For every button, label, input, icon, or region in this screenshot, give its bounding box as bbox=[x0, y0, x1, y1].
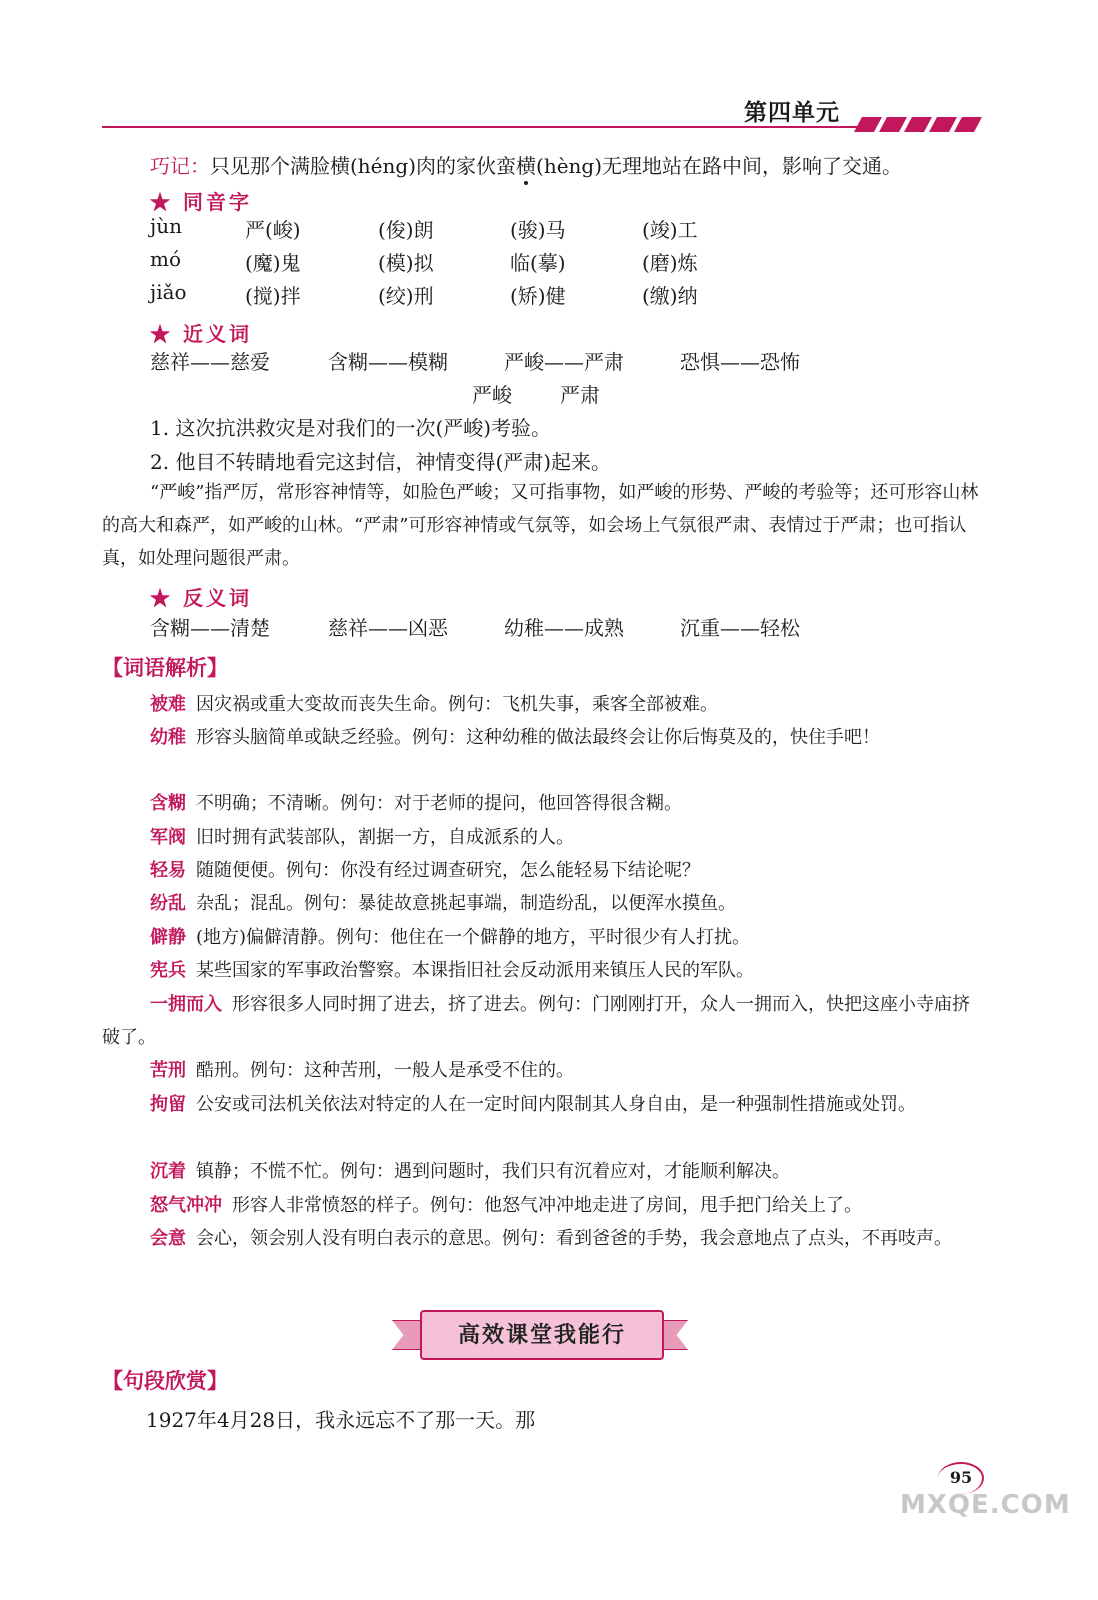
vocab-term: 一拥而入 bbox=[150, 994, 222, 1015]
antonym-pairs bbox=[150, 612, 850, 640]
vocab-definition: 酷刑。例句：这种苦刑，一般人是承受不住的。 bbox=[196, 1060, 574, 1081]
pinyin: jùn bbox=[150, 214, 182, 238]
homophone-word: (骏)马 bbox=[510, 218, 566, 242]
antonym-pair: 沉重——轻松 bbox=[680, 616, 800, 640]
vocab-definition: 形容很多人同时拥了进去，挤了进去。例句：门刚刚打开，众人一拥而入，快把这座小寺庙挤破了。 bbox=[102, 994, 970, 1048]
vocab-definition: 某些国家的军事政治警察。本课指旧社会反动派用来镇压人民的军队。 bbox=[196, 960, 754, 981]
vocab-term: 含糊 bbox=[150, 793, 186, 814]
header-stripes bbox=[854, 117, 984, 133]
mnemonic-dotted-char: 横 bbox=[516, 154, 537, 178]
mnemonic-line bbox=[150, 150, 902, 179]
vocab-item bbox=[102, 1222, 978, 1255]
pinyin: jiǎo bbox=[150, 280, 187, 304]
vocab-term: 沉着 bbox=[150, 1161, 186, 1182]
vocab-item bbox=[102, 954, 978, 987]
homophone-word: 临(摹) bbox=[510, 251, 566, 275]
homophone-row bbox=[150, 280, 750, 308]
antonym-pair: 慈祥——凶恶 bbox=[328, 616, 448, 640]
antonym-pair: 幼稚——成熟 bbox=[504, 616, 624, 640]
homophone-word: (磨)炼 bbox=[642, 251, 698, 275]
vocab-term: 苦刑 bbox=[150, 1060, 186, 1081]
reading-heading: 【句段欣赏】 bbox=[102, 1368, 228, 1393]
vocab-term: 拘留 bbox=[150, 1094, 186, 1115]
vocab-term: 被难 bbox=[150, 694, 186, 715]
synonym-sentence-2: 2. 他目不转睛地看完这封信，神情变得(严肃)起来。 bbox=[150, 450, 612, 474]
vocab-item bbox=[102, 821, 978, 854]
vocab-term: 轻易 bbox=[150, 860, 186, 881]
vocab-term: 会意 bbox=[150, 1228, 186, 1249]
vocab-definition: 因灾祸或重大变故而丧失生命。例句：飞机失事，乘客全部被难。 bbox=[196, 694, 718, 715]
homophone-row bbox=[150, 247, 750, 275]
vocab-definition: 随随便便。例句：你没有经过调查研究，怎么能轻易下结论呢？ bbox=[196, 860, 700, 881]
homophone-word: (魔)鬼 bbox=[245, 251, 301, 275]
banner-title: 高效课堂我能行 bbox=[420, 1310, 664, 1360]
vocab-item bbox=[102, 921, 978, 954]
vocab-definition: 公安或司法机关依法对特定的人在一定时间内限制其人身自由，是一种强制性措施或处罚。 bbox=[196, 1094, 916, 1115]
vocab-term: 怒气冲冲 bbox=[150, 1195, 222, 1216]
homophones-heading: ★ 同音字 bbox=[150, 190, 252, 214]
homophone-word: (缴)纳 bbox=[642, 284, 698, 308]
vocab-definition: 杂乱；混乱。例句：暴徒故意挑起事端，制造纷乱，以便浑水摸鱼。 bbox=[196, 893, 736, 914]
vocab-item bbox=[102, 887, 978, 920]
homophone-word: (竣)工 bbox=[642, 218, 698, 242]
synonym-pair: 严峻——严肃 bbox=[504, 350, 624, 374]
vocab-item bbox=[102, 1189, 978, 1222]
vocab-item bbox=[102, 1054, 978, 1087]
synonym-explanation: “严峻”指严厉，常形容神情等，如脸色严峻；又可指事物，如严峻的形势、严峻的考验等；还可形容山林的高大和森严，如严峻的山林。“严肃”可形容神情或气氛等，如会场上气氛很严肃、表情过于严肃；也可指认真，如处理问题很严肃。 bbox=[102, 482, 979, 569]
antonym-pair: 含糊——清楚 bbox=[150, 616, 270, 640]
antonyms-heading: ★ 反义词 bbox=[150, 586, 252, 610]
homophone-word: (俊)朗 bbox=[378, 218, 434, 242]
mnemonic-label: 巧记： bbox=[150, 154, 210, 178]
page-number: 95 bbox=[949, 1468, 973, 1487]
vocab-definition: 会心，领会别人没有明白表示的意思。例句：看到爸爸的手势，我会意地点了点头，不再吱声。 bbox=[196, 1228, 952, 1249]
header-rule bbox=[102, 126, 862, 128]
homophone-word: (绞)刑 bbox=[378, 284, 434, 308]
unit-title: 第四单元 bbox=[744, 99, 840, 126]
synonym-choices bbox=[150, 379, 750, 407]
vocab-definition: 不明确；不清晰。例句：对于老师的提问，他回答得很含糊。 bbox=[196, 793, 682, 814]
homophone-word: (矫)健 bbox=[510, 284, 566, 308]
vocab-item bbox=[102, 1155, 978, 1188]
vocab-term: 宪兵 bbox=[150, 960, 186, 981]
vocab-term: 僻静 bbox=[150, 927, 186, 948]
vocab-item bbox=[102, 1088, 978, 1121]
synonym-sentence-1: 1. 这次抗洪救灾是对我们的一次(严峻)考验。 bbox=[150, 416, 552, 440]
vocab-item bbox=[102, 787, 978, 820]
homophone-word: (搅)拌 bbox=[245, 284, 301, 308]
synonym-choice: 严肃 bbox=[560, 383, 600, 407]
vocab-term: 纷乱 bbox=[150, 893, 186, 914]
vocab-term: 幼稚 bbox=[150, 727, 186, 748]
synonym-pair: 含糊——模糊 bbox=[328, 350, 448, 374]
homophone-word: 严(峻) bbox=[245, 218, 301, 242]
vocab-item bbox=[102, 721, 978, 754]
synonym-pairs bbox=[150, 346, 850, 374]
vocab-item bbox=[102, 988, 978, 1054]
vocab-item bbox=[102, 688, 978, 721]
vocab-item bbox=[102, 854, 978, 887]
mnemonic-text-after: (hèng)无理地站在路中间，影响了交通。 bbox=[536, 154, 903, 178]
vocab-definition: 镇静；不慌不忙。例句：遇到问题时，我们只有沉着应对，才能顺利解决。 bbox=[196, 1161, 790, 1182]
mnemonic-text-before: 只见那个满脸横(héng)肉的家伙蛮 bbox=[210, 154, 517, 178]
synonym-choice: 严峻 bbox=[472, 383, 512, 407]
synonyms-heading: ★ 近义词 bbox=[150, 322, 252, 346]
vocab-definition: 旧时拥有武装部队，割据一方，自成派系的人。 bbox=[196, 827, 574, 848]
vocab-definition: 形容人非常愤怒的样子。例句：他怒气冲冲地走进了房间，甩手把门给关上了。 bbox=[232, 1195, 862, 1216]
vocab-definition: 形容头脑简单或缺乏经验。例句：这种幼稚的做法最终会让你后悔莫及的，快住手吧！ bbox=[196, 727, 880, 748]
homophone-word: (模)拟 bbox=[378, 251, 434, 275]
synonym-pair: 恐惧——恐怖 bbox=[680, 350, 800, 374]
pinyin: mó bbox=[150, 247, 182, 271]
reading-text: 1927年4月28日，我永远忘不了那一天。那 bbox=[146, 1408, 536, 1432]
vocab-definition: (地方)偏僻清静。例句：他住在一个僻静的地方，平时很少有人打扰。 bbox=[196, 927, 751, 948]
vocab-term: 军阀 bbox=[150, 827, 186, 848]
watermark: MXQE.COM bbox=[900, 1490, 1071, 1520]
section-banner bbox=[392, 1302, 688, 1366]
vocab-heading: 【词语解析】 bbox=[102, 655, 228, 680]
synonym-pair: 慈祥——慈爱 bbox=[150, 350, 270, 374]
homophone-row bbox=[150, 214, 750, 242]
